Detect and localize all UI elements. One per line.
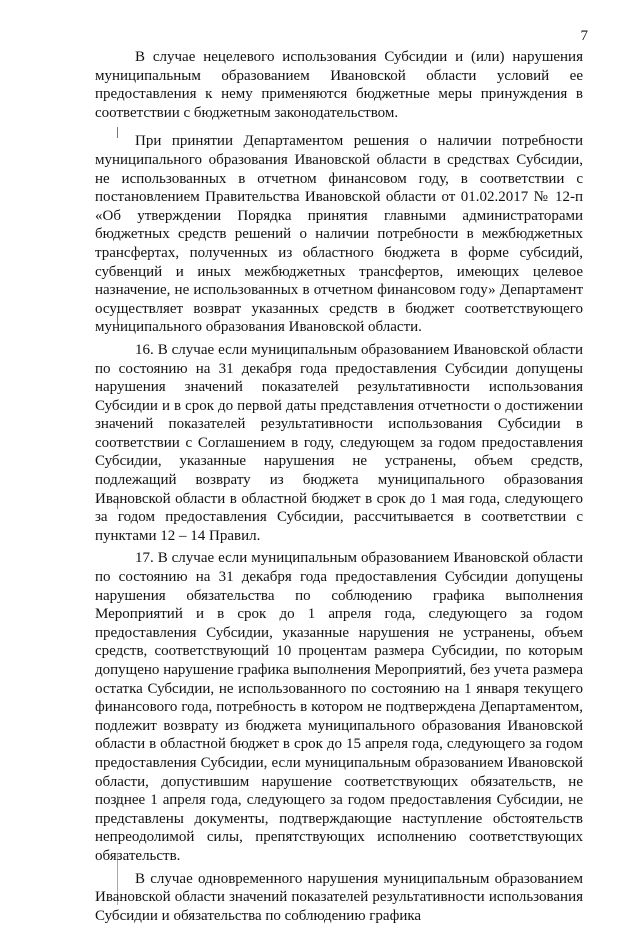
paragraph-return-decision: При принятии Департаментом решения о наличии потребности муниципального образования Ивановской области в средствах Субсидии, не использованных в отчетном финансовом году, в соответствии с постановлением Правительства Ивановской области от 01.02.2017 № 12-п «Об утверждении Порядка принятия главными администраторами бюджетных средств решений о наличии потребности в межбюджетных трансфертах, полученных из областного бюджета в форме субсидий, субвенций и иных межбюджетных трансфертов, имеющих целевое назначение, не использованных в отчетном финансовом году» Департамент осуществляет возврат указанных средств в бюджет соответствующего муниципального образования Ивановской области. bbox=[95, 133, 583, 336]
page-number: 7 bbox=[580, 28, 588, 44]
paragraph-simultaneous-violation: В случае одновременного нарушения муниципальным образованием Ивановской области значений показателей результативности использования Субсидии и обязательства по соблюдению графика bbox=[95, 870, 583, 924]
paragraph-misuse: В случае нецелевого использования Субсидии и (или) нарушения муниципальным образованием Ивановской области условий ее предоставления к нему применяются бюджетные меры принуждения в соответствии с бюджетным законодательством. bbox=[95, 49, 583, 121]
document-body bbox=[95, 48, 583, 929]
paragraph-item-17: 17. В случае если муниципальным образованием Ивановской области по состоянию на 31 декабря года предоставления Субсидии допущены нарушения обязательства по соблюдению графика выполнения Мероприятий и в срок до 1 апреля года, следующего за годом предоставления Субсидии, указанные нарушения не устранены, объем средств, соответствующий 10 процентам размера Субсидии, по которым допущено нарушение графика выполнения Мероприятий, без учета размера остатка Субсидии, не использованного по состоянию на 1 января текущего финансового года, потребность в котором не подтверждена Департаментом, подлежит возврату из бюджета муниципального образования Ивановской области в областной бюджет в срок до 15 апреля года, следующего за годом предоставления Субсидии, если муниципальным образованием Ивановской области, допустившим нарушение соответствующих обязательств, не позднее 1 апреля года, следующего за годом предоставления Субсидии, не представлены документы, подтверждающие наступление обстоятельств непреодолимой силы, препятствующих исполнению соответствующих обязательств. bbox=[95, 550, 583, 864]
paragraph-item-16: 16. В случае если муниципальным образованием Ивановской области по состоянию на 31 декабря года предоставления Субсидии допущены нарушения значений показателей результативности использования Субсидии и в срок до первой даты представления отчетности о достижении значений показателей результативности использования Субсидии в соответствии с Соглашением в году, следующем за годом предоставления Субсидии, указанные нарушения не устранены, объем средств, подлежащий возврату из бюджета муниципального образования Ивановской области в областной бюджет в срок до 1 мая года, следующего за годом предоставления Субсидии, рассчитывается в соответствии с пунктами 12 – 14 Правил. bbox=[95, 341, 583, 544]
